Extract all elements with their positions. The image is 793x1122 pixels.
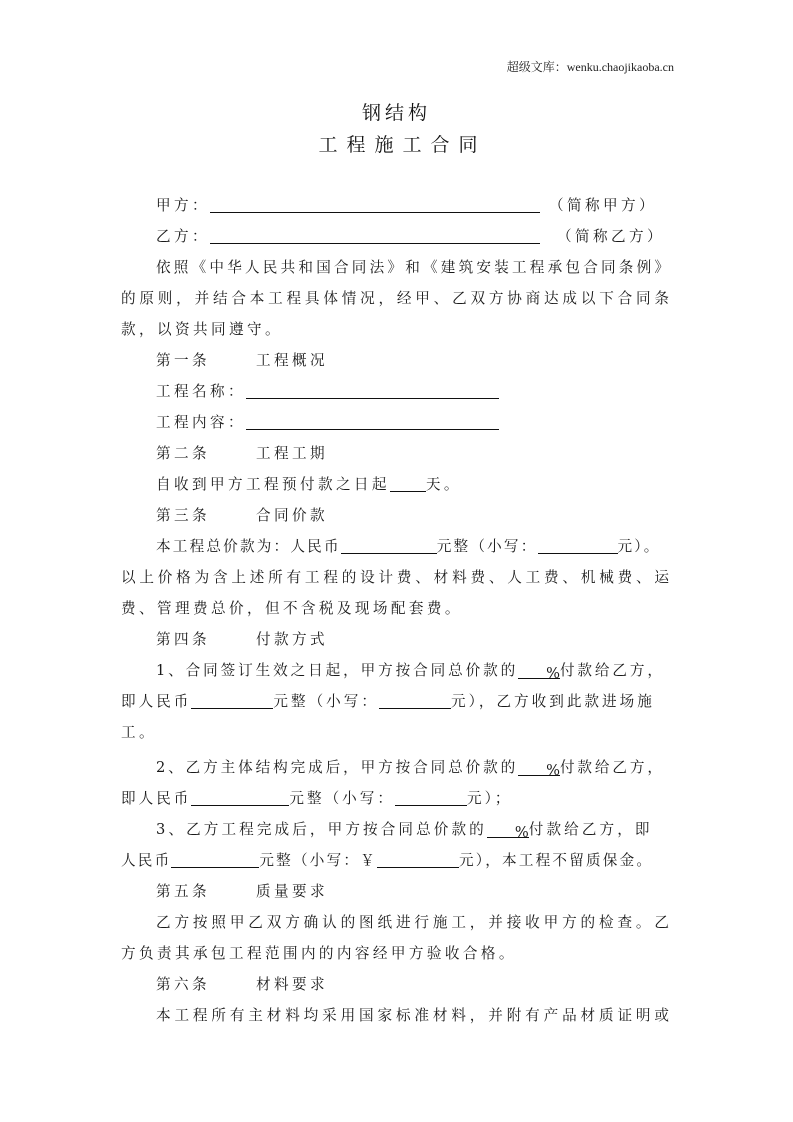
payment-1-small-field[interactable] <box>379 688 451 709</box>
article-5-heading <box>121 876 669 907</box>
duration-days-field[interactable] <box>390 471 426 492</box>
document-title-line2: 工程施工合同 <box>318 134 487 156</box>
percent-sign: % <box>546 762 560 779</box>
payment-1-suffix: 付款给乙方， <box>559 662 665 679</box>
payment-2-suffix: 付款给乙方， <box>559 759 665 776</box>
payment-3-mid: 元整（小写：￥ <box>259 852 377 869</box>
price-suffix: 元）。 <box>617 538 661 555</box>
price-small-field[interactable] <box>538 533 618 554</box>
payment-2-line-1 <box>121 752 669 783</box>
price-rmb-field[interactable] <box>341 533 437 554</box>
payment-3-percent-field[interactable] <box>487 817 529 841</box>
payment-1-percent-field[interactable] <box>518 658 560 682</box>
payment-2-prefix: 2、乙方主体结构完成后，甲方按合同总价款的 <box>156 759 519 776</box>
article-number: 第四条 <box>156 631 210 648</box>
payment-3-line-2 <box>121 845 669 876</box>
party-a-row <box>121 190 669 221</box>
project-name-field[interactable] <box>246 378 499 399</box>
project-name-row <box>121 376 669 407</box>
preamble-line-3: 款，以资共同遵守。 <box>121 321 283 338</box>
percent-sign: % <box>514 824 529 841</box>
payment-2-small-field[interactable] <box>395 785 467 806</box>
price-line-2: 以上价格为含上述所有工程的设计费、材料费、人工费、机械费、运 <box>121 569 669 586</box>
payment-3-line-1 <box>121 814 669 845</box>
article-3-heading <box>121 500 669 531</box>
payment-3-rmb-label: 人民币 <box>121 852 172 869</box>
party-b-label: 乙方： <box>156 228 210 245</box>
article-number: 第三条 <box>156 507 210 524</box>
payment-2-rmb-field[interactable] <box>191 785 289 806</box>
payment-3-rmb-field[interactable] <box>171 847 259 868</box>
payment-2-line-2 <box>121 783 669 814</box>
payment-3-suffix-2: 元），本工程不留质保金。 <box>458 852 654 869</box>
article-heading: 工程概况 <box>256 352 328 369</box>
party-a-label: 甲方： <box>156 197 210 214</box>
party-a-field[interactable] <box>210 192 540 213</box>
payment-1-prefix: 1、合同签订生效之日起，甲方按合同总价款的 <box>156 662 519 679</box>
duration-row <box>121 469 669 500</box>
duration-text-before: 自收到甲方工程预付款之日起 <box>156 476 390 493</box>
payment-2-rmb-label: 即人民币 <box>121 790 192 807</box>
payment-1-line-3: 工。 <box>121 724 157 741</box>
article-number: 第二条 <box>156 445 210 462</box>
payment-2-suffix-2: 元）； <box>466 790 513 807</box>
article-number: 第五条 <box>156 883 210 900</box>
preamble-line-1: 依照《中华人民共和国合同法》和《建筑安装工程承包合同条例》 <box>156 259 669 276</box>
material-line-1: 本工程所有主材料均采用国家标准材料，并附有产品材质证明或 <box>156 1007 669 1024</box>
payment-2-percent-field[interactable] <box>518 755 560 779</box>
project-content-row <box>121 407 669 438</box>
payment-2-mid: 元整（小写： <box>289 790 395 807</box>
project-name-label: 工程名称： <box>156 383 246 400</box>
payment-1-suffix-2: 元），乙方收到此款进场施 <box>450 693 655 710</box>
project-content-field[interactable] <box>246 409 499 430</box>
header-watermark: 超级文库：wenku.chaojikaoba.cn <box>506 60 674 74</box>
payment-3-prefix: 3、乙方工程完成后，甲方按合同总价款的 <box>156 821 487 838</box>
price-mid: 元整（小写： <box>436 538 538 555</box>
payment-3-suffix: 付款给乙方，即 <box>528 821 653 838</box>
article-heading: 质量要求 <box>256 883 328 900</box>
price-row <box>121 531 669 562</box>
payment-3-small-field[interactable] <box>377 847 459 868</box>
contract-body <box>121 190 669 1031</box>
duration-text-after: 天。 <box>425 476 462 493</box>
article-number: 第六条 <box>156 976 210 993</box>
preamble-line-2: 的原则，并结合本工程具体情况，经甲、乙双方协商达成以下合同条 <box>121 290 669 307</box>
payment-1-mid: 元整（小写： <box>273 693 379 710</box>
payment-1-line-1 <box>121 655 669 686</box>
article-6-heading <box>121 969 669 1000</box>
payment-1-line-2 <box>121 686 669 717</box>
document-title-line1: 钢结构 <box>361 102 431 124</box>
article-heading: 付款方式 <box>256 631 328 648</box>
party-b-field[interactable] <box>210 223 540 244</box>
party-b-abbr: （简称乙方） <box>557 228 665 245</box>
quality-line-1: 乙方按照甲乙双方确认的图纸进行施工，并接收甲方的检查。乙 <box>156 914 669 931</box>
project-content-label: 工程内容： <box>156 414 246 431</box>
article-1-heading <box>121 345 669 376</box>
article-4-heading <box>121 624 669 655</box>
article-heading: 材料要求 <box>256 976 328 993</box>
article-number: 第一条 <box>156 352 210 369</box>
payment-1-rmb-field[interactable] <box>191 688 273 709</box>
payment-1-rmb-label: 即人民币 <box>121 693 192 710</box>
article-2-heading <box>121 438 669 469</box>
article-heading: 合同价款 <box>256 507 328 524</box>
percent-sign: % <box>546 665 560 682</box>
article-heading: 工程工期 <box>256 445 328 462</box>
quality-line-2: 方负责其承包工程范围内的内容经甲方验收合格。 <box>121 945 517 962</box>
party-b-row <box>121 221 669 252</box>
party-a-abbr: （简称甲方） <box>549 197 657 214</box>
price-prefix: 本工程总价款为：人民币 <box>156 538 341 555</box>
price-line-3: 费、管理费总价，但不含税及现场配套费。 <box>121 600 463 617</box>
